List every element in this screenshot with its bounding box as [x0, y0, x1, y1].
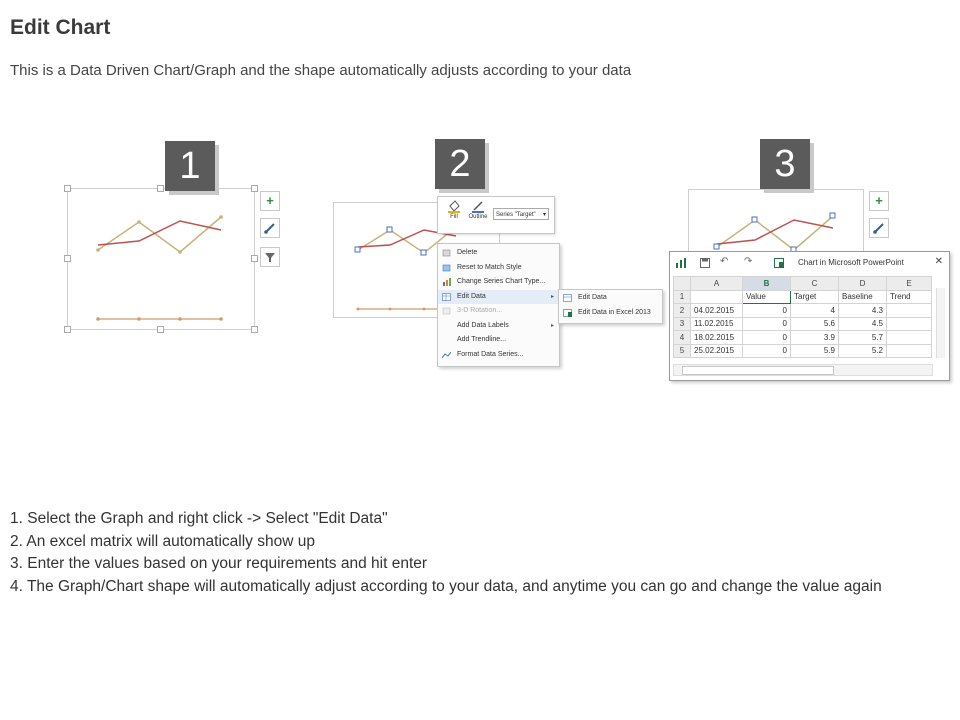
menu-item-label: Delete: [457, 249, 478, 256]
outline-pen-icon: [471, 200, 485, 214]
reset-style-icon: [442, 264, 451, 272]
table-row: [674, 304, 932, 318]
chart-elements-plus-icon[interactable]: +: [869, 191, 889, 211]
series-target-point: [219, 215, 223, 219]
series-target-point: [830, 213, 835, 218]
series-target-line: [98, 217, 221, 252]
row-header[interactable]: 5: [674, 344, 691, 358]
column-header[interactable]: D: [839, 277, 887, 291]
chevron-down-icon: ▾: [542, 212, 546, 218]
excel-title-bar: [670, 252, 949, 274]
outline-label: Outline: [468, 214, 488, 220]
instructions-list: [10, 508, 945, 598]
table-cell[interactable]: 5.7: [839, 331, 887, 345]
menu-item-reset-style[interactable]: [438, 261, 559, 276]
table-cell[interactable]: 04.02.2015: [691, 304, 743, 318]
series-target-point: [355, 247, 360, 252]
table-row: [674, 344, 932, 358]
table-cell[interactable]: 0: [743, 331, 791, 345]
delete-icon: [442, 249, 451, 257]
menu-item-add-trendline[interactable]: [438, 333, 559, 348]
chart-icon: [676, 258, 686, 268]
undo-icon[interactable]: ↶: [720, 256, 729, 267]
chart-elements-plus-icon[interactable]: +: [260, 191, 280, 211]
menu-item-label: 3-D Rotation...: [457, 307, 503, 314]
select-all-corner[interactable]: [674, 277, 691, 291]
menu-item-label: Reset to Match Style: [457, 263, 522, 271]
series-selector-value: Series "Target": [496, 212, 536, 218]
column-header[interactable]: E: [887, 277, 932, 291]
rotation-icon: [442, 307, 451, 315]
step-badge-2: 2: [435, 139, 485, 189]
menu-item-label: Edit Data: [457, 292, 486, 300]
column-header-selected[interactable]: B: [743, 277, 791, 291]
table-cell[interactable]: [887, 344, 932, 358]
series-target-point: [752, 217, 757, 222]
table-cell[interactable]: [887, 317, 932, 331]
series-value-point: [96, 317, 100, 321]
instruction-step: 2. An excel matrix will automatically show up: [10, 532, 315, 550]
table-cell[interactable]: 5.6: [791, 317, 839, 331]
fill-bucket-icon: [447, 200, 461, 214]
chart-styles-brush-icon[interactable]: [260, 218, 280, 238]
series-value-point: [137, 317, 141, 321]
series-value-point: [178, 317, 182, 321]
submenu-item-edit-data[interactable]: [559, 291, 662, 306]
menu-item-change-chart-type[interactable]: [438, 275, 559, 290]
chart-filter-icon[interactable]: [260, 247, 280, 267]
submenu-item-label: Edit Data in Excel 2013: [578, 308, 651, 316]
series-target-point: [137, 220, 141, 224]
menu-item-delete[interactable]: [438, 246, 559, 261]
table-cell[interactable]: Trend: [887, 290, 932, 304]
menu-item-edit-data[interactable]: [438, 290, 559, 305]
table-cell[interactable]: 18.02.2015: [691, 331, 743, 345]
scrollbar-thumb[interactable]: [682, 366, 834, 375]
submenu-item-edit-in-excel[interactable]: [559, 306, 662, 321]
chart-styles-brush-icon[interactable]: [869, 218, 889, 238]
series-value-point: [357, 308, 360, 311]
table-cell[interactable]: 4.3: [839, 304, 887, 318]
save-icon[interactable]: [700, 258, 710, 268]
series-value-point: [389, 308, 392, 311]
table-cell[interactable]: Target: [791, 290, 839, 304]
fill-button[interactable]: [443, 200, 465, 230]
edit-data-submenu: [558, 289, 663, 324]
step-badge-3: 3: [760, 139, 810, 189]
menu-item-label: Change Series Chart Type...: [457, 278, 546, 285]
table-cell[interactable]: [887, 304, 932, 318]
table-cell[interactable]: 0: [743, 317, 791, 331]
menu-item-3d-rotation: [438, 304, 559, 319]
excel-icon: [563, 309, 572, 317]
excel-data-window: [669, 251, 950, 381]
series-selector-dropdown[interactable]: [493, 208, 549, 220]
submenu-item-label: Edit Data: [578, 294, 607, 301]
table-cell[interactable]: 5.2: [839, 344, 887, 358]
context-menu: [437, 243, 560, 367]
table-cell[interactable]: 4: [791, 304, 839, 318]
table-cell[interactable]: 5.9: [791, 344, 839, 358]
edit-data-icon: [442, 293, 451, 301]
table-cell[interactable]: [691, 290, 743, 304]
row-header[interactable]: 3: [674, 317, 691, 331]
series-target-point: [387, 227, 392, 232]
table-row: [674, 331, 932, 345]
column-header-row: [674, 277, 932, 291]
excel-window-title: Chart in Microsoft PowerPoint: [798, 258, 904, 267]
menu-item-label: Format Data Series...: [457, 350, 524, 358]
menu-item-label: Add Data Labels: [457, 321, 509, 329]
instruction-step: 3. Enter the values based on your requirements and hit enter: [10, 555, 428, 572]
outline-button[interactable]: [465, 200, 491, 230]
row-header[interactable]: 4: [674, 331, 691, 345]
series-target-point: [96, 248, 100, 252]
format-mini-toolbar: [437, 196, 555, 234]
page-title: Edit Chart: [10, 16, 111, 39]
table-cell[interactable]: Baseline: [839, 290, 887, 304]
table-cell[interactable]: 0: [743, 304, 791, 318]
table-row: [674, 290, 932, 304]
table-row: [674, 317, 932, 331]
horizontal-scrollbar[interactable]: [673, 364, 933, 376]
fill-label: Fill: [450, 214, 458, 220]
row-header[interactable]: 1: [674, 290, 691, 304]
instruction-step: 4. The Graph/Chart shape will automatically adjust according to your data, and anytime you can go and change the value again: [10, 577, 882, 595]
table-cell[interactable]: 4.5: [839, 317, 887, 331]
submenu-arrow-icon: ▸: [550, 293, 554, 300]
series-value-point: [219, 317, 223, 321]
line-chart: [689, 190, 863, 260]
row-header[interactable]: 2: [674, 304, 691, 318]
chart-thumbnail-1[interactable]: [67, 188, 255, 330]
step-badge-1: 1: [165, 141, 215, 191]
table-cell[interactable]: 25.02.2015: [691, 344, 743, 358]
menu-item-format-data-series[interactable]: [438, 348, 559, 363]
table-cell[interactable]: 0: [743, 344, 791, 358]
table-cell[interactable]: 11.02.2015: [691, 317, 743, 331]
series-target-point: [714, 244, 719, 249]
vertical-scrollbar[interactable]: [936, 288, 945, 358]
column-header[interactable]: C: [791, 277, 839, 291]
table-cell-active[interactable]: Value: [743, 290, 791, 304]
submenu-arrow-icon: ▸: [550, 322, 554, 329]
format-series-icon: [442, 351, 451, 359]
series-target-point: [421, 250, 426, 255]
edit-in-excel-icon[interactable]: [774, 258, 784, 268]
menu-item-add-data-labels[interactable]: [438, 319, 559, 334]
series-value-point: [423, 308, 426, 311]
close-icon[interactable]: ✕: [934, 256, 943, 267]
column-header[interactable]: A: [691, 277, 743, 291]
series-target-point: [178, 250, 182, 254]
series-target-line: [717, 216, 833, 250]
table-cell[interactable]: 3.9: [791, 331, 839, 345]
table-icon: [563, 294, 572, 302]
chart-type-icon: [442, 278, 451, 286]
table-cell[interactable]: [887, 331, 932, 345]
page-subtitle: This is a Data Driven Chart/Graph and the shape automatically adjusts according to your data: [10, 62, 632, 79]
menu-item-label: Add Trendline...: [457, 336, 507, 343]
instruction-step: 1. Select the Graph and right click -> Select "Edit Data": [10, 510, 388, 527]
excel-grid: [673, 276, 932, 358]
redo-icon[interactable]: ↷: [744, 256, 753, 267]
line-chart: [68, 189, 254, 329]
